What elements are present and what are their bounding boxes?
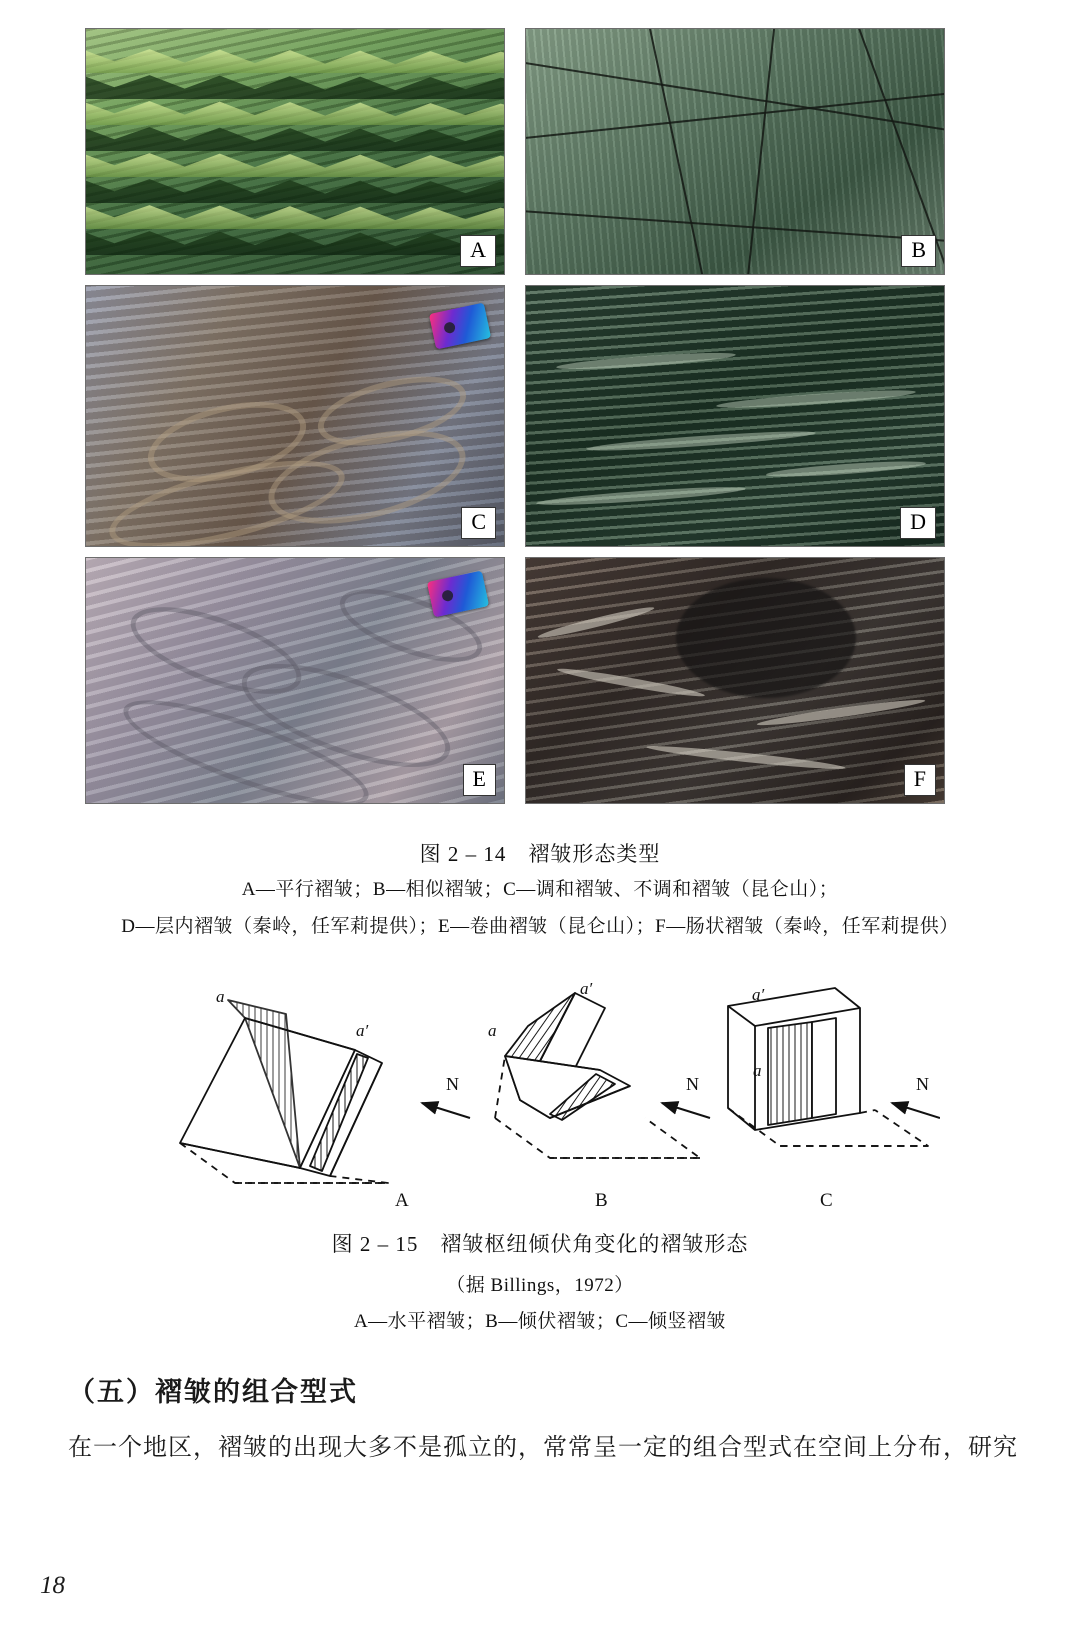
svg-text:a: a [488, 1021, 497, 1040]
svg-text:a′: a′ [752, 985, 765, 1004]
photo-d-intrastratal-fold [525, 285, 945, 547]
section-heading: （五）褶皱的组合型式 [68, 1377, 358, 1407]
photo-c-harmonic-disharmonic-fold [85, 285, 505, 547]
photo-tag-f: F [904, 764, 936, 796]
figure-2-14-photo-grid [85, 28, 945, 804]
page-number: 18 [40, 1572, 65, 1599]
figure-2-14-caption-title: 图 2 – 14 褶皱形态类型 [419, 842, 661, 866]
figure-2-15-caption-title: 图 2 – 15 褶皱枢纽倾伏角变化的褶皱形态 [331, 1232, 749, 1256]
svg-text:a: a [753, 1061, 762, 1080]
svg-text:a: a [216, 987, 225, 1006]
lighter-scale-object-c [429, 303, 491, 350]
svg-text:A: A [395, 1190, 409, 1211]
svg-text:a′: a′ [356, 1021, 369, 1040]
photo-tag-a: A [460, 235, 496, 267]
svg-text:N: N [916, 1074, 929, 1094]
photo-f-ptygmatic-fold [525, 557, 945, 804]
photo-tag-b: B [901, 235, 936, 267]
photo-e-crumpled-fold [85, 557, 505, 804]
lighter-scale-object-e [427, 571, 489, 618]
figure-2-15-caption-source: （据 Billings，1972） [446, 1275, 634, 1296]
figure-2-14-caption-line-1: A—平行褶皱；B—相似褶皱；C—调和褶皱、不调和褶皱（昆仑山）； [241, 879, 839, 900]
figure-2-15-diagram [140, 978, 940, 1213]
svg-text:N: N [446, 1074, 459, 1094]
photo-tag-e: E [463, 764, 496, 796]
photo-a-parallel-fold [85, 28, 505, 275]
figure-2-15-caption-line: A—水平褶皱；B—倾伏褶皱；C—倾竖褶皱 [353, 1311, 727, 1332]
svg-text:N: N [686, 1074, 699, 1094]
figure-2-14-caption-line-2: D—层内褶皱（秦岭，任军莉提供）；E—卷曲褶皱（昆仑山）；F—肠状褶皱（秦岭，任军莉提供） [121, 916, 959, 937]
photo-tag-c: C [461, 507, 496, 539]
section-paragraph: 在一个地区，褶皱的出现大多不是孤立的，常常呈一定的组合型式在空间上分布，研究 [68, 1435, 1018, 1461]
photo-tag-d: D [900, 507, 936, 539]
svg-text:C: C [820, 1190, 833, 1211]
photo-b-similar-fold [525, 28, 945, 275]
svg-text:B: B [595, 1190, 608, 1211]
svg-text:a′: a′ [580, 979, 593, 998]
